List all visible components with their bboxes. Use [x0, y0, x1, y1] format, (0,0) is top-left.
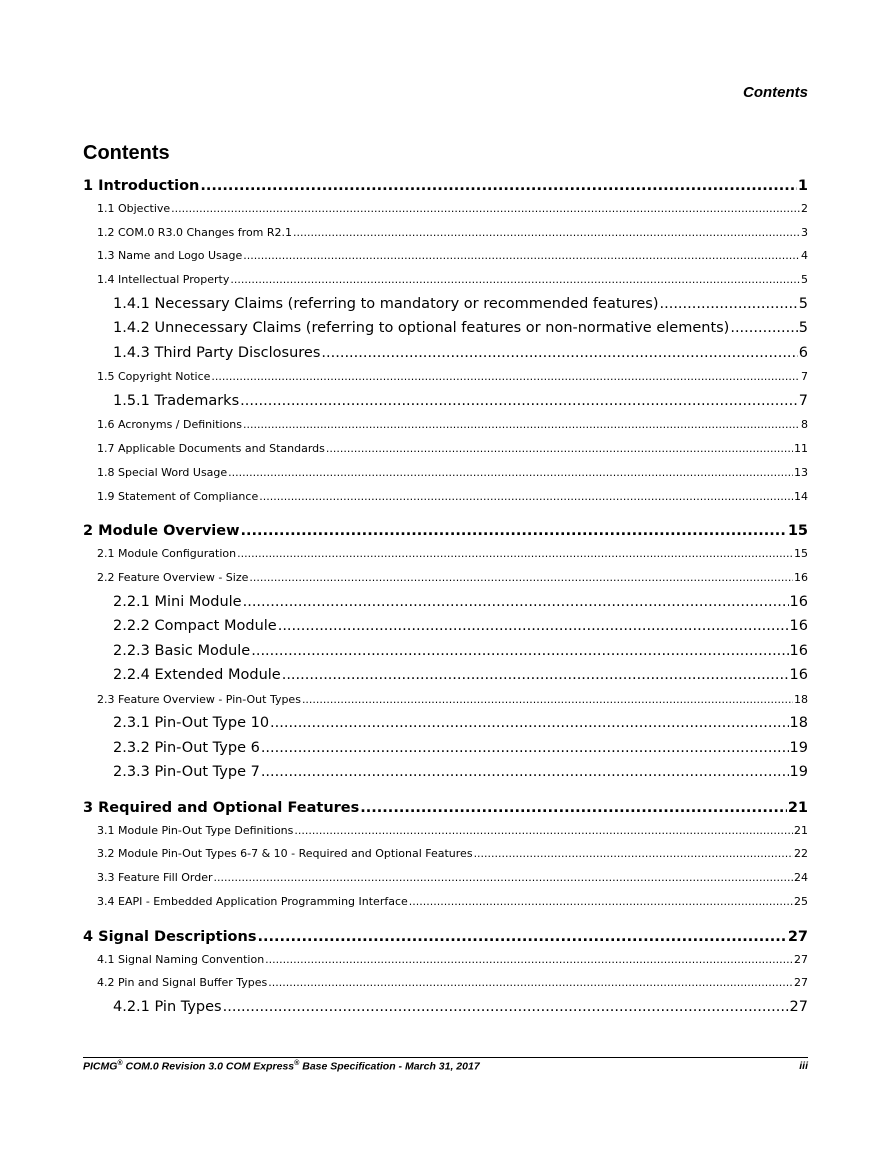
toc-entry-title: 4 Signal Descriptions	[83, 928, 257, 945]
toc-entry-title: 1.4.2 Unnecessary Claims (referring to optional features or non-normative elements)	[113, 320, 730, 337]
toc-entry-title: 2.2 Feature Overview - Size	[97, 570, 249, 584]
toc-dot-leader	[259, 485, 793, 509]
toc-entry-level-2[interactable]	[83, 413, 808, 437]
toc-dot-leader	[270, 711, 789, 736]
toc-entry-title: 2.3 Feature Overview - Pin-Out Types	[97, 692, 301, 706]
toc-entry-page: 24	[794, 871, 808, 885]
toc-dot-leader	[293, 221, 800, 245]
toc-dot-leader	[730, 316, 797, 341]
toc-dot-leader	[294, 819, 793, 843]
toc-entry-title: 1.2 COM.0 R3.0 Changes from R2.1	[97, 225, 293, 239]
toc-entry-title: 2.3.3 Pin-Out Type 7	[113, 764, 260, 781]
toc-entry-title: 1.6 Acronyms / Definitions	[97, 418, 243, 432]
toc-entry-title: 3 Required and Optional Features	[83, 799, 360, 816]
toc-entry-title: 1.1 Objective	[97, 202, 171, 215]
toc-entry-page: 21	[794, 823, 808, 837]
toc-entry-page: 5	[801, 273, 808, 287]
toc-entry-title: 2.2.1 Mini Module	[113, 593, 242, 610]
toc-entry-page: 14	[794, 489, 808, 503]
toc-entry-title: 1.4.1 Necessary Claims (referring to mandatory or recommended features)	[113, 295, 659, 312]
toc-entry-title: 1.5.1 Trademarks	[113, 392, 240, 409]
toc-dot-leader	[321, 341, 797, 366]
toc-dot-leader	[230, 268, 800, 292]
toc-entry-title: 2.2.3 Basic Module	[113, 642, 251, 659]
toc-entry-level-2[interactable]	[83, 819, 808, 843]
toc-dot-leader	[200, 175, 797, 197]
toc-entry-level-3[interactable]	[83, 639, 808, 664]
toc-entry-title: 4.2.1 Pin Types	[113, 998, 222, 1015]
toc-entry-title: 1.7 Applicable Documents and Standards	[97, 442, 325, 456]
toc-entry-page: 22	[794, 847, 808, 861]
toc-entry-title: 3.4 EAPI - Embedded Application Programming Interface	[97, 894, 408, 908]
footer-rule	[83, 1057, 808, 1058]
toc-entry-title: 4.2 Pin and Signal Buffer Types	[97, 976, 268, 990]
toc-entry-page: 18	[789, 715, 808, 732]
toc-dot-leader	[243, 413, 800, 437]
toc-entry-page: 16	[794, 570, 808, 584]
toc-entry-title: 1.4 Intellectual Property	[97, 273, 230, 287]
toc-entry-level-2[interactable]	[83, 221, 808, 245]
toc-entry-page: 16	[789, 667, 808, 684]
footer-org: PICMG	[83, 1060, 118, 1073]
toc-dot-leader	[268, 971, 793, 995]
toc-entry-level-2[interactable]	[83, 688, 808, 712]
table-of-contents	[83, 175, 808, 1019]
toc-entry-title: 1.8 Special Word Usage	[97, 465, 228, 479]
toc-entry-level-3[interactable]	[83, 292, 808, 317]
toc-entry-level-2[interactable]	[83, 365, 808, 389]
toc-entry-title: 3.3 Feature Fill Order	[97, 871, 213, 885]
toc-entry-title: 2.2.2 Compact Module	[113, 618, 277, 635]
toc-entry-page: 16	[789, 642, 808, 659]
toc-dot-leader	[278, 614, 789, 639]
toc-entry-page: 27	[794, 952, 808, 966]
toc-entry-page: 15	[794, 547, 808, 561]
toc-entry-title: 1.5 Copyright Notice	[97, 370, 211, 384]
toc-entry-level-2[interactable]	[83, 971, 808, 995]
toc-entry-page: 11	[794, 442, 808, 456]
toc-entry-title: 4.1 Signal Naming Convention	[97, 952, 265, 966]
toc-entry-level-2[interactable]	[83, 461, 808, 485]
toc-entry-page: 27	[787, 928, 808, 945]
toc-dot-leader	[223, 995, 789, 1020]
toc-entry-level-3[interactable]	[83, 711, 808, 736]
toc-entry-level-1[interactable]	[83, 175, 808, 197]
toc-entry-title: 1 Introduction	[83, 178, 200, 194]
toc-dot-leader	[243, 244, 800, 268]
toc-entry-level-3[interactable]	[83, 341, 808, 366]
toc-entry-page: 7	[798, 392, 808, 409]
toc-entry-title: 2.3.2 Pin-Out Type 6	[113, 739, 260, 756]
toc-entry-level-2[interactable]	[83, 197, 808, 221]
toc-entry-page: 6	[798, 344, 808, 361]
toc-entry-title: 3.1 Module Pin-Out Type Definitions	[97, 823, 294, 837]
toc-entry-level-1[interactable]	[83, 520, 808, 542]
toc-entry-level-2[interactable]	[83, 485, 808, 509]
toc-entry-title: 2.3.1 Pin-Out Type 10	[113, 715, 270, 732]
toc-entry-level-2[interactable]	[83, 842, 808, 866]
toc-entry-page: 7	[801, 370, 808, 384]
toc-entry-page: 8	[801, 418, 808, 432]
toc-entry-title: 1.4.3 Third Party Disclosures	[113, 344, 321, 361]
toc-dot-leader	[251, 639, 788, 664]
toc-entry-page: 27	[794, 976, 808, 990]
toc-dot-leader	[171, 197, 800, 221]
page-title: Contents	[83, 142, 170, 164]
toc-entry-page: 18	[794, 692, 808, 706]
toc-dot-leader	[214, 866, 793, 890]
toc-dot-leader	[265, 948, 793, 972]
toc-dot-leader	[261, 760, 789, 785]
toc-dot-leader	[211, 365, 800, 389]
toc-dot-leader	[249, 566, 793, 590]
toc-entry-page: 25	[794, 894, 808, 908]
toc-dot-leader	[326, 437, 793, 461]
toc-dot-leader	[228, 461, 793, 485]
footer-doc: COM.0 Revision 3.0 COM Express	[122, 1060, 295, 1073]
footer-reg-mark-2: ®	[294, 1060, 300, 1067]
toc-entry-level-2[interactable]	[83, 890, 808, 914]
toc-dot-leader	[240, 389, 798, 414]
toc-entry-level-2[interactable]	[83, 542, 808, 566]
toc-dot-leader	[241, 520, 787, 542]
toc-entry-page: 19	[789, 739, 808, 756]
running-header: Contents	[743, 84, 808, 101]
toc-entry-level-3[interactable]	[83, 736, 808, 761]
toc-dot-leader	[237, 542, 793, 566]
toc-dot-leader	[409, 890, 793, 914]
toc-dot-leader	[261, 736, 789, 761]
toc-entry-level-3[interactable]	[83, 614, 808, 639]
footer-reg-mark: ®	[117, 1060, 123, 1067]
toc-entry-level-3[interactable]	[83, 995, 808, 1020]
toc-dot-leader	[302, 688, 793, 712]
toc-entry-level-2[interactable]	[83, 948, 808, 972]
toc-entry-title: 2 Module Overview	[83, 523, 240, 540]
toc-entry-page: 27	[789, 998, 808, 1015]
footer-page-number: iii	[799, 1060, 808, 1072]
toc-entry-level-3[interactable]	[83, 760, 808, 785]
toc-entry-page: 4	[801, 249, 808, 263]
toc-dot-leader	[243, 590, 789, 615]
toc-entry-level-1[interactable]	[83, 926, 808, 948]
toc-entry-level-2[interactable]	[83, 866, 808, 890]
toc-entry-page: 15	[787, 523, 808, 540]
toc-entry-page: 19	[789, 764, 808, 781]
toc-entry-page: 16	[789, 593, 808, 610]
toc-entry-level-1[interactable]	[83, 797, 808, 819]
toc-entry-level-3[interactable]	[83, 663, 808, 688]
toc-entry-level-3[interactable]	[83, 590, 808, 615]
toc-entry-page: 5	[798, 320, 808, 337]
toc-entry-page: 2	[801, 202, 808, 215]
toc-entry-level-2[interactable]	[83, 437, 808, 461]
toc-dot-leader	[282, 663, 789, 688]
toc-dot-leader	[660, 292, 798, 317]
toc-entry-level-2[interactable]	[83, 566, 808, 590]
toc-entry-page: 5	[798, 295, 808, 312]
toc-entry-page: 21	[787, 799, 808, 816]
footer-document-title	[83, 1060, 480, 1073]
toc-entry-page: 1	[797, 178, 808, 194]
toc-dot-leader	[257, 926, 786, 948]
toc-entry-title: 3.2 Module Pin-Out Types 6-7 & 10 - Required and Optional Features	[97, 847, 473, 861]
toc-entry-title: 2.1 Module Configuration	[97, 547, 237, 561]
toc-dot-leader	[360, 797, 787, 819]
toc-entry-level-2[interactable]	[83, 244, 808, 268]
toc-entry-page: 13	[794, 465, 808, 479]
footer-rest: Base Specification - March 31, 2017	[299, 1060, 480, 1073]
toc-entry-title: 1.3 Name and Logo Usage	[97, 249, 243, 263]
toc-entry-level-2[interactable]	[83, 268, 808, 292]
toc-entry-title: 1.9 Statement of Compliance	[97, 489, 259, 503]
toc-entry-title: 2.2.4 Extended Module	[113, 667, 281, 684]
toc-entry-page: 16	[789, 618, 808, 635]
toc-entry-page: 3	[801, 225, 808, 239]
page-footer	[83, 1060, 808, 1073]
toc-entry-level-3[interactable]	[83, 316, 808, 341]
toc-dot-leader	[474, 842, 793, 866]
toc-entry-level-3[interactable]	[83, 389, 808, 414]
